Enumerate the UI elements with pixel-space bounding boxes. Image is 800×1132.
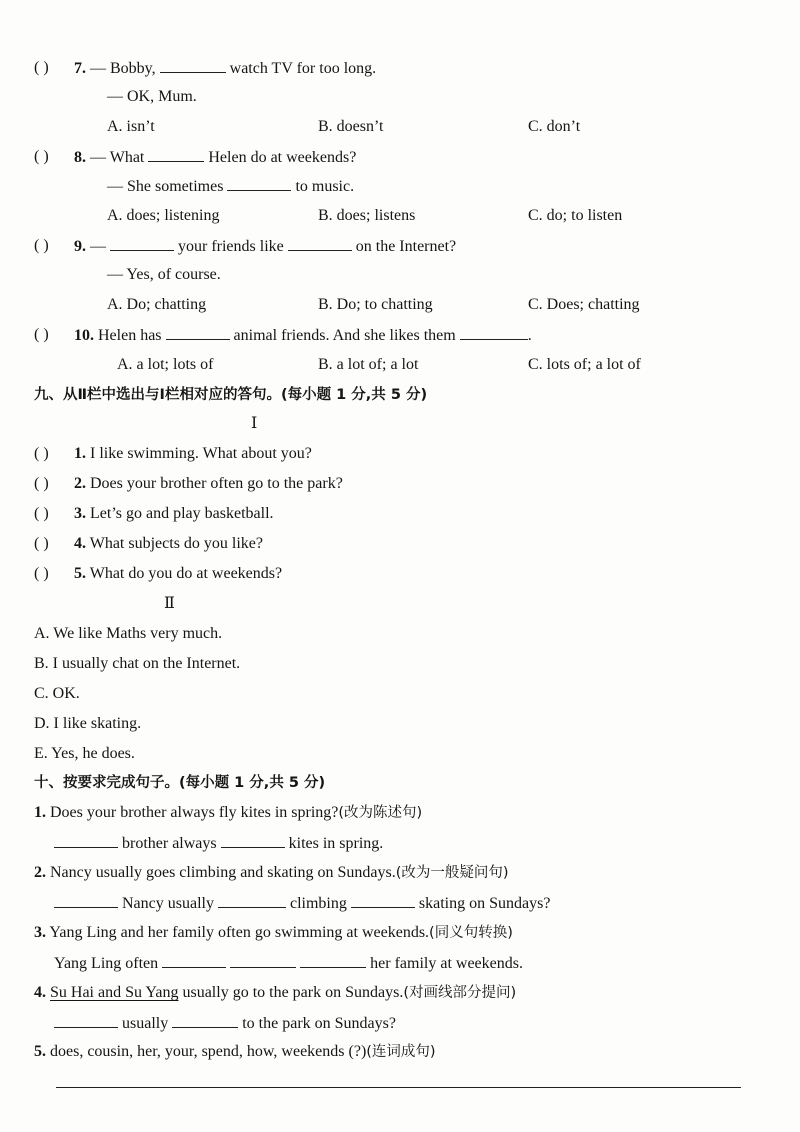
- mc-question-7-prompt: 7. — Bobby, watch TV for too long.: [74, 60, 377, 77]
- match-item-3-text: 3. Let’s go and play basketball.: [74, 505, 274, 522]
- rewrite-item-2-answer: Nancy usually climbing skating on Sundays?: [54, 893, 550, 913]
- section-10-title: 十、按要求完成句子。(每小题 1 分,共 5 分): [34, 775, 326, 791]
- blank[interactable]: [110, 236, 174, 251]
- rewrite-item-3: 3. Yang Ling and her family often go swimming at weekends.(同义句转换): [34, 924, 513, 941]
- match-item-2-text: 2. Does your brother often go to the park?: [74, 475, 343, 492]
- mc-question-9: [34, 236, 49, 256]
- blank[interactable]: [160, 58, 226, 73]
- question-number: 9.: [74, 238, 86, 255]
- underlined-phrase: Su Hai and Su Yang: [50, 984, 179, 1001]
- rewrite-item-4: 4. Su Hai and Su Yang usually go to the park on Sundays.(对画线部分提问): [34, 984, 517, 1001]
- mc-question-10-prompt: 10. Helen has animal friends. And she likes them .: [74, 327, 532, 344]
- match-item-5: [34, 564, 49, 584]
- rewrite-item-5: 5. does, cousin, her, your, spend, how, weekends (?)(连词成句): [34, 1043, 436, 1060]
- option-a: A. isn’t: [107, 118, 155, 135]
- option-c: C. lots of; a lot of: [528, 356, 641, 373]
- mc-question-7-reply: — OK, Mum.: [107, 88, 197, 105]
- answer-b: B. I usually chat on the Internet.: [34, 655, 241, 672]
- rewrite-item-1-answer: brother always kites in spring.: [54, 833, 383, 853]
- answer-line[interactable]: [56, 1087, 741, 1088]
- answer-paren[interactable]: ( ): [34, 59, 49, 76]
- rewrite-item-1: 1. Does your brother always fly kites in spring?(改为陈述句): [34, 804, 423, 821]
- answer-paren[interactable]: ( ): [34, 445, 49, 462]
- mc-question-9-prompt: 9. — your friends like on the Internet?: [74, 238, 457, 255]
- mc-question-8: [34, 147, 49, 167]
- answer-paren[interactable]: ( ): [34, 565, 49, 582]
- option-b: B. does; listens: [318, 207, 416, 224]
- answer-paren[interactable]: ( ): [34, 148, 49, 165]
- blank[interactable]: [162, 953, 226, 968]
- column-i-header: Ⅰ: [251, 415, 258, 432]
- answer-d: D. I like skating.: [34, 715, 142, 732]
- column-ii-header: Ⅱ: [164, 595, 175, 612]
- blank[interactable]: [218, 893, 286, 908]
- blank[interactable]: [227, 176, 291, 191]
- option-a: A. a lot; lots of: [117, 356, 214, 373]
- answer-paren[interactable]: ( ): [34, 237, 49, 254]
- answer-a: A. We like Maths very much.: [34, 625, 223, 642]
- question-number: 8.: [74, 149, 86, 166]
- answer-e: E. Yes, he does.: [34, 745, 135, 762]
- blank[interactable]: [54, 893, 118, 908]
- blank[interactable]: [54, 833, 118, 848]
- option-b: B. Do; to chatting: [318, 296, 433, 313]
- match-item-1: [34, 444, 49, 464]
- match-item-1-text: 1. I like swimming. What about you?: [74, 445, 312, 462]
- answer-paren[interactable]: ( ): [34, 475, 49, 492]
- blank[interactable]: [172, 1013, 238, 1028]
- option-c: C. do; to listen: [528, 207, 623, 224]
- mc-question-8-prompt: 8. — What Helen do at weekends?: [74, 149, 357, 166]
- match-item-5-text: 5. What do you do at weekends?: [74, 565, 283, 582]
- mc-question-10: [34, 325, 49, 345]
- question-number: 10.: [74, 327, 94, 344]
- match-item-4-text: 4. What subjects do you like?: [74, 535, 264, 552]
- question-number: 7.: [74, 60, 86, 77]
- option-c: C. don’t: [528, 118, 581, 135]
- rewrite-item-3-answer: Yang Ling often her family at weekends.: [54, 955, 523, 972]
- option-a: A. Do; chatting: [107, 296, 207, 313]
- mc-question-7: [34, 58, 49, 78]
- blank[interactable]: [221, 833, 285, 848]
- answer-c: C. OK.: [34, 685, 80, 702]
- option-c: C. Does; chatting: [528, 296, 640, 313]
- section-9-title: 九、从Ⅱ栏中选出与Ⅰ栏相对应的答句。(每小题 1 分,共 5 分): [34, 387, 428, 403]
- blank[interactable]: [166, 325, 230, 340]
- blank[interactable]: [351, 893, 415, 908]
- match-item-2: [34, 474, 49, 494]
- rewrite-item-4-answer: usually to the park on Sundays?: [54, 1013, 396, 1033]
- blank[interactable]: [148, 147, 204, 162]
- option-a: A. does; listening: [107, 207, 220, 224]
- blank[interactable]: [54, 1013, 118, 1028]
- match-item-3: [34, 504, 49, 524]
- option-b: B. doesn’t: [318, 118, 384, 135]
- answer-paren[interactable]: ( ): [34, 326, 49, 343]
- answer-paren[interactable]: ( ): [34, 535, 49, 552]
- blank[interactable]: [300, 953, 366, 968]
- mc-question-8-reply: — She sometimes to music.: [107, 178, 355, 195]
- blank[interactable]: [460, 325, 528, 340]
- match-item-4: [34, 534, 49, 554]
- mc-question-9-reply: — Yes, of course.: [107, 266, 221, 283]
- option-b: B. a lot of; a lot: [318, 356, 419, 373]
- rewrite-item-2: 2. Nancy usually goes climbing and skating on Sundays.(改为一般疑问句): [34, 864, 509, 881]
- blank[interactable]: [230, 953, 296, 968]
- blank[interactable]: [288, 236, 352, 251]
- answer-paren[interactable]: ( ): [34, 505, 49, 522]
